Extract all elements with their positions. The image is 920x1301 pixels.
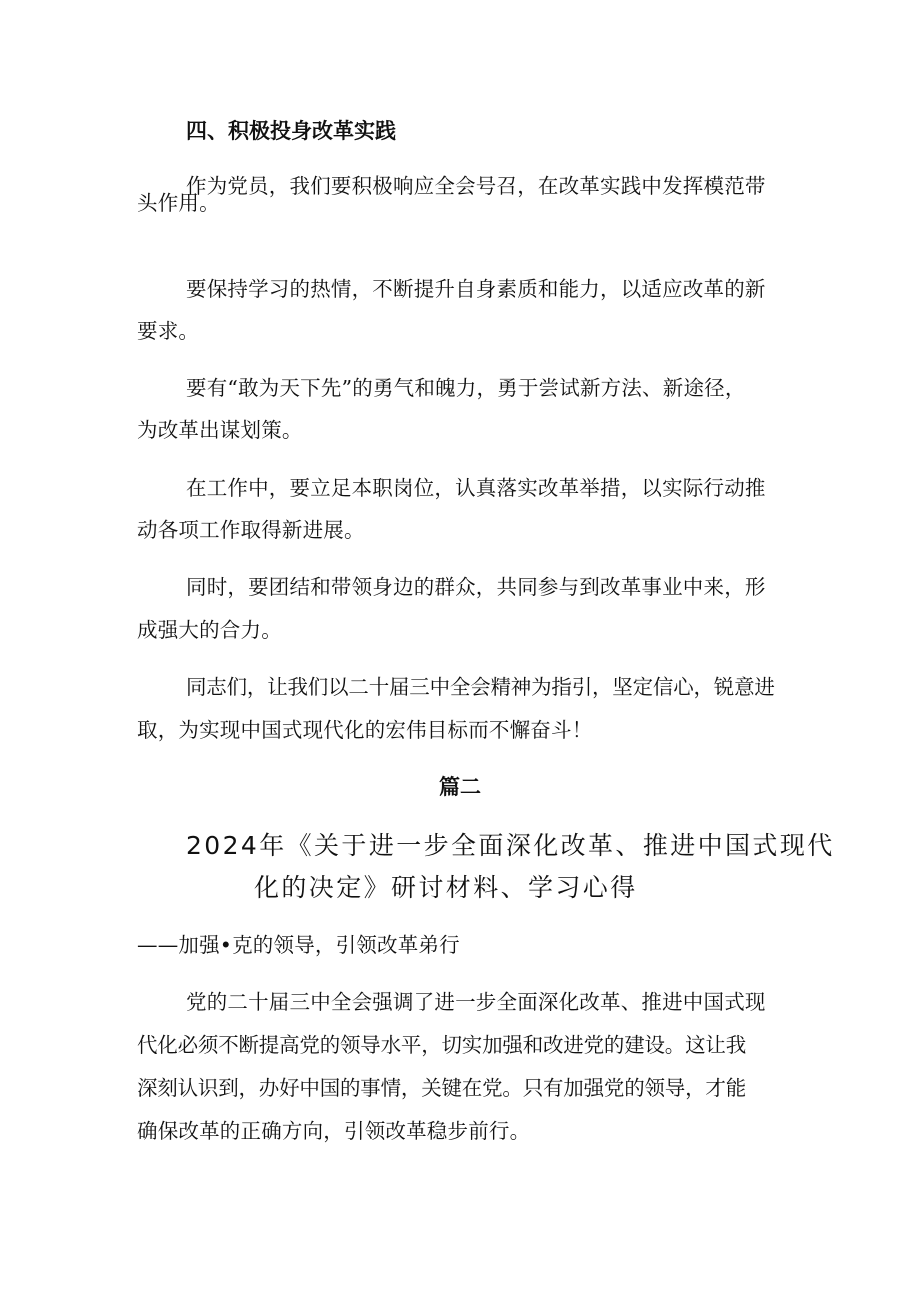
paragraph-line: 动各项工作取得新进展。 — [137, 518, 365, 542]
paragraph-line: 同时，要团结和带领身边的群众，共同参与到改革事业中来，形 — [186, 575, 766, 599]
paragraph-line: 深刻认识到，办好中国的事情，关键在党。只有加强党的领导，才能 — [137, 1076, 746, 1100]
paragraph-line: 党的二十届三中全会强调了进一步全面深化改革、推进中国式现 — [186, 990, 766, 1014]
paragraph-line: 为改革出谋划策。 — [137, 418, 303, 442]
document-title-line: 2024年《关于进一步全面深化改革、推进中国式现代 — [186, 831, 835, 860]
paragraph-line: 成强大的合力。 — [137, 618, 282, 642]
paragraph-line: 确保改革的正确方向，引领改革稳步前行。 — [137, 1119, 531, 1143]
paragraph-line: 要保持学习的热情，不断提升自身素质和能力，以适应改革的新 — [186, 277, 766, 301]
paragraph-line: 取，为实现中国式现代化的宏伟目标而不懈奋斗！ — [137, 718, 593, 742]
paragraph-line: 要求。 — [137, 319, 200, 343]
paragraph-line: 在工作中，要立足本职岗位，认真落实改革举措，以实际行动推 — [186, 476, 766, 500]
section-heading: 四、积极投身改革实践 — [186, 119, 396, 143]
paragraph-line: 同志们，让我们以二十届三中全会精神为指引，坚定信心，锐意进 — [186, 675, 775, 699]
paragraph-line: 要有“敢为天下先”的勇气和魄力，勇于尝试新方法、新途径， — [186, 376, 746, 400]
paragraph-line: 头作用。 — [137, 191, 220, 215]
paragraph-line: 代化必须不断提高党的领导水平，切实加强和改进党的建设。这让我 — [137, 1033, 746, 1057]
paragraph-line: 作为党员，我们要积极响应全会号召，在改革实践中发挥模范带 — [186, 174, 766, 198]
document-title-line: 化的决定》研讨材料、学习心得 — [254, 873, 638, 902]
document-subtitle: ——加强•克的领导，引领改革弟行 — [137, 933, 460, 957]
part-label: 篇二 — [439, 775, 481, 799]
